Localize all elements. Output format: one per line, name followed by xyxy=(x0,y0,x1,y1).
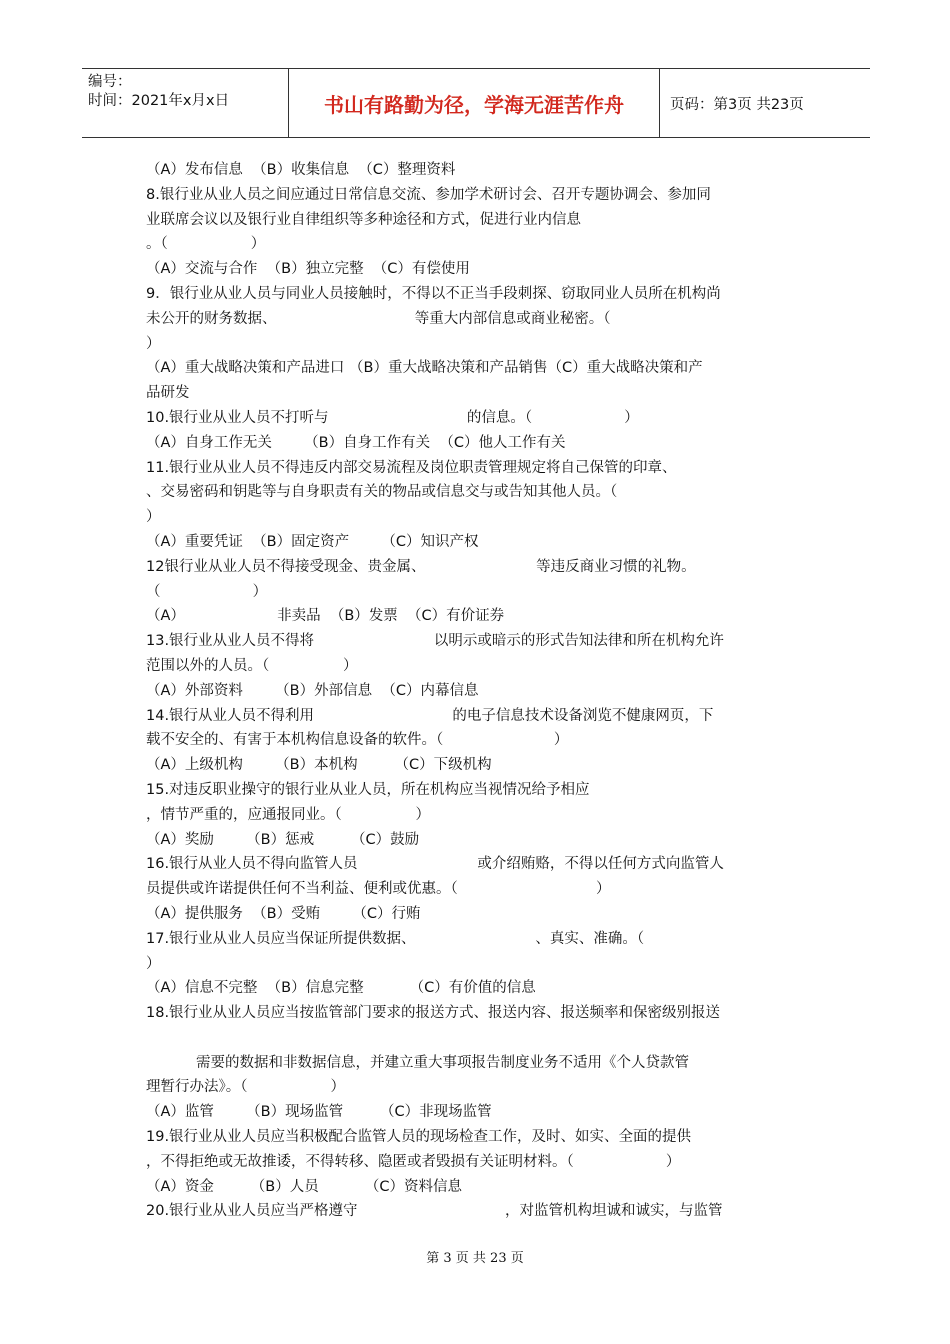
text-line: 15.对违反职业操守的银行业从业人员，所在机构应当视情况给予相应 xyxy=(146,781,590,798)
text-line: 16.银行从业人员不得向监管人员 或介绍贿赂，不得以任何方式向监管人 xyxy=(146,856,724,873)
document-body xyxy=(146,158,814,1224)
text-line: 。（ ） xyxy=(146,236,266,253)
text-line: （A）自身工作无关 （B）自身工作有关 （C）他人工作有关 xyxy=(146,434,566,451)
text-line: 18.银行业从业人员应当按监管部门要求的报送方式、报送内容、报送频率和保密级别报送 xyxy=(146,1005,721,1022)
text-line: 8.银行业从业人员之间应通过日常信息交流、参加学术研讨会、召开专题协调会、参加同 xyxy=(146,186,711,203)
text-line: （ ） xyxy=(146,583,268,600)
text-line: 9．银行业从业人员与同业人员接触时，不得以不正当手段刺探、窃取同业人员所在机构尚 xyxy=(146,285,721,302)
text-line: （A）外部资料 （B）外部信息 （C）内幕信息 xyxy=(146,682,479,699)
text-line: 、交易密码和钥匙等与自身职责有关的物品或信息交与或告知其他人员。（ xyxy=(146,484,618,501)
text-line: 10.银行业从业人员不打听与 的信息。（ ） xyxy=(146,409,639,426)
text-line: （A）发布信息 （B）收集信息 （C）整理资料 xyxy=(146,162,456,178)
document-number-label: 编号： xyxy=(88,74,132,90)
text-line: 13.银行业从业人员不得将 以明示或暗示的形式告知法律和所在机构允许 xyxy=(146,633,724,650)
text-line: 员提供或许诺提供任何不当利益、便利或优惠。（ ） xyxy=(146,881,611,898)
text-line: 未公开的财务数据、 等重大内部信息或商业秘密。（ xyxy=(146,310,611,327)
text-line: ） xyxy=(146,955,161,972)
text-line: 11.银行业从业人员不得违反内部交易流程及岗位职责管理规定将自己保管的印章、 xyxy=(146,459,677,476)
text-line: （A）重要凭证 （B）固定资产 （C）知识产权 xyxy=(146,533,479,550)
text-line: ） xyxy=(146,509,161,526)
text-line: （A）提供服务 （B）受贿 （C）行贿 xyxy=(146,905,421,922)
text-line: 业联席会议以及银行业自律组织等多种途径和方式，促进行业内信息 xyxy=(146,211,581,228)
header-page-info: 页码：第3页 共23页 xyxy=(670,96,804,113)
text-line: （A）监管 （B）现场监管 （C）非现场监管 xyxy=(146,1104,492,1121)
text-line: （A）资金 （B）人员 （C）资料信息 xyxy=(146,1178,462,1195)
blank-line xyxy=(146,1026,814,1051)
text-line: （A） 非卖品 （B）发票 （C）有价证券 xyxy=(146,608,505,625)
page-header xyxy=(82,68,870,138)
text-line: 载不安全的、有害于本机构信息设备的软件。（ ） xyxy=(146,732,569,749)
text-line: 20.银行业从业人员应当严格遵守 ，对监管机构坦诚和诚实，与监管 xyxy=(146,1203,723,1220)
text-line: （A）信息不完整 （B）信息完整 （C）有价值的信息 xyxy=(146,980,536,997)
text-line: （A）重大战略决策和产品进口 （B）重大战略决策和产品销售（C）重大战略决策和产 xyxy=(146,360,703,377)
text-line: ，不得拒绝或无故推诿，不得转移、隐匿或者毁损有关证明材料。（ ） xyxy=(146,1153,681,1170)
text-line: （A）交流与合作 （B）独立完整 （C）有偿使用 xyxy=(146,261,470,278)
page-footer: 第 3 页 共 23 页 xyxy=(426,1251,524,1266)
header-motto: 书山有路勤为径，学海无涯苦作舟 xyxy=(289,69,660,137)
document-date: 时间：2021年x月x日 xyxy=(88,93,230,109)
text-line: 需要的数据和非数据信息，并建立重大事项报告制度业务不适用《个人贷款管 xyxy=(196,1054,689,1071)
text-line: 品研发 xyxy=(146,385,190,402)
text-line: 理暂行办法》。（ ） xyxy=(146,1079,345,1096)
text-line: 19.银行业从业人员应当积极配合监管人员的现场检查工作，及时、如实、全面的提供 xyxy=(146,1129,692,1146)
text-line: 范围以外的人员。（ ） xyxy=(146,657,358,674)
text-line: 17.银行业从业人员应当保证所提供数据、 、真实、准确。（ xyxy=(146,930,645,947)
header-meta xyxy=(82,69,289,137)
text-line: ，情节严重的，应通报同业。（ ） xyxy=(146,806,430,823)
text-line: （A）奖励 （B）惩戒 （C）鼓励 xyxy=(146,831,420,848)
text-line: （A）上级机构 （B）本机构 （C）下级机构 xyxy=(146,757,492,774)
text-line: 14.银行从业人员不得利用 的电子信息技术设备浏览不健康网页，下 xyxy=(146,707,714,724)
text-line: 12银行业从业人员不得接受现金、贵金属、 等违反商业习惯的礼物。 xyxy=(146,558,696,575)
text-line: ） xyxy=(146,335,161,352)
